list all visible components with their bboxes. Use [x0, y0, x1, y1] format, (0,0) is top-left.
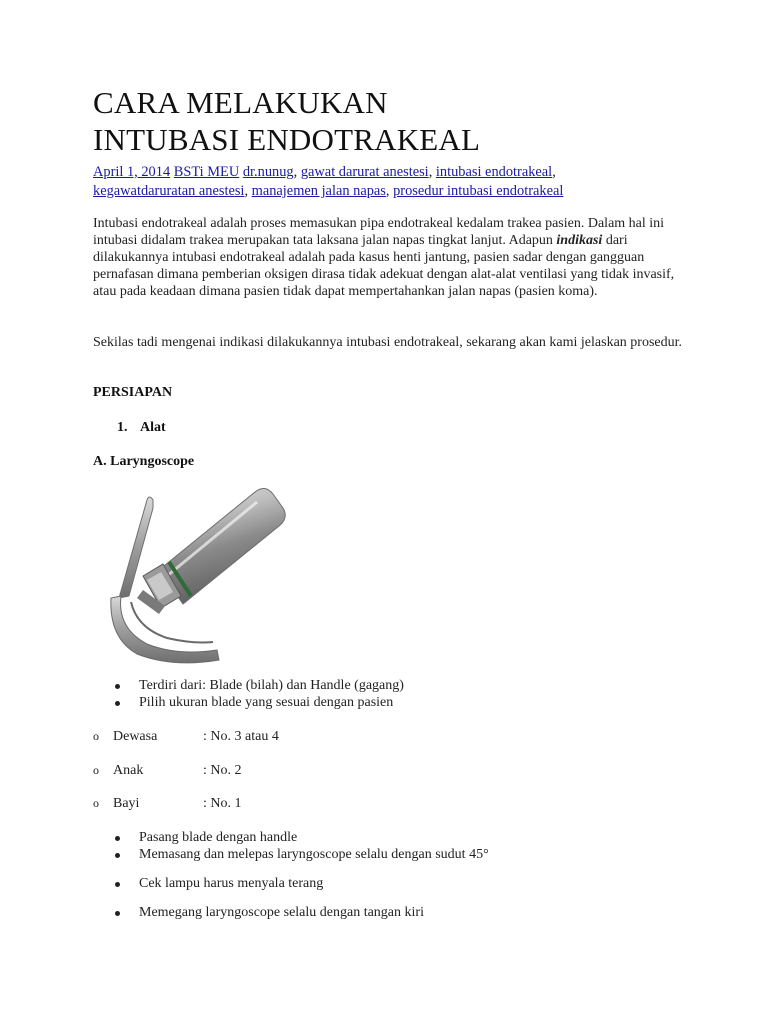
emphasis-indikasi: indikasi [556, 232, 603, 248]
list-item: Pilih ukuran blade yang sesuai dengan pasien [139, 694, 404, 711]
laryngoscope-image [107, 478, 307, 668]
tag-link[interactable]: prosedur intubasi endotrakeal [393, 183, 564, 199]
tag-link[interactable]: intubasi endotrakeal [435, 164, 553, 180]
tag-link[interactable]: gawat darurat anestesi [300, 164, 429, 180]
tag-link[interactable]: manajemen jalan napas [251, 183, 386, 199]
bullet-icon [115, 911, 120, 916]
category-link[interactable]: BSTi MEU [173, 164, 240, 180]
bullet-icon [115, 701, 120, 706]
list-item: Pasang blade dengan handle [139, 829, 489, 846]
bullet-icon [115, 882, 120, 887]
intro-paragraph: Intubasi endotrakeal adalah proses memasukan pipa endotrakeal kedalam trakea pasien. Dalam hal ini intubasi didalam trakea merupakan tata laksana jalan napas tingkat lanjut. Adapun indikasi dari dilakukannya intubasi endotrakeal adalah pada kasus henti jantung, pasien sadar dengan gangguan pernafasan dimana pemberian oksigen dirasa tidak adekuat dengan alat-alat ventilasi yang tidak invasif, atau pada keadaan dimana pasien tidak dapat mempertahankan jalan napas (pasien koma). [93, 216, 675, 299]
size-item-bayi: o Bayi : No. 1 [93, 796, 242, 811]
page-title [93, 84, 480, 158]
title-line-1: CARA MELAKUKAN [93, 85, 388, 120]
list-item: Terdiri dari: Blade (bilah) dan Handle (gagang) [139, 677, 404, 694]
list-item: Memasang dan melepas laryngoscope selalu dengan sudut 45° [139, 846, 489, 863]
summary-paragraph: Sekilas tadi mengenai indikasi dilakukannya intubasi endotrakeal, sekarang akan kami jelaskan prosedur. [93, 335, 682, 350]
author-link[interactable]: dr.nunug [242, 164, 294, 180]
bullet-list-4 [139, 904, 424, 921]
post-date-link[interactable]: April 1, 2014 [93, 164, 171, 180]
bullet-list-1 [139, 677, 404, 711]
list-item: Cek lampu harus menyala terang [139, 875, 323, 892]
bullet-list-2 [139, 829, 489, 863]
subsection-heading-alat: 1. Alat [117, 420, 166, 435]
list-item: Memegang laryngoscope selalu dengan tangan kiri [139, 904, 424, 921]
subsection-heading-laryngoscope: A. Laryngoscope [93, 454, 195, 469]
bullet-icon [115, 853, 120, 858]
post-meta: April 1, 2014 BSTi MEU dr.nunug, gawat darurat anestesi, intubasi endotrakeal, kegawatdaruratan anestesi, manajemen jalan napas, prosedur intubasi endotrakeal [93, 164, 564, 199]
tag-link[interactable]: kegawatdaruratan anestesi [93, 183, 245, 199]
title-line-2: INTUBASI ENDOTRAKEAL [93, 122, 481, 157]
bullet-icon [115, 684, 120, 689]
bullet-list-3 [139, 875, 323, 892]
size-item-dewasa: o Dewasa : No. 3 atau 4 [93, 729, 279, 744]
section-heading-persiapan: PERSIAPAN [93, 385, 173, 400]
size-item-anak: o Anak : No. 2 [93, 763, 242, 778]
bullet-icon [115, 836, 120, 841]
